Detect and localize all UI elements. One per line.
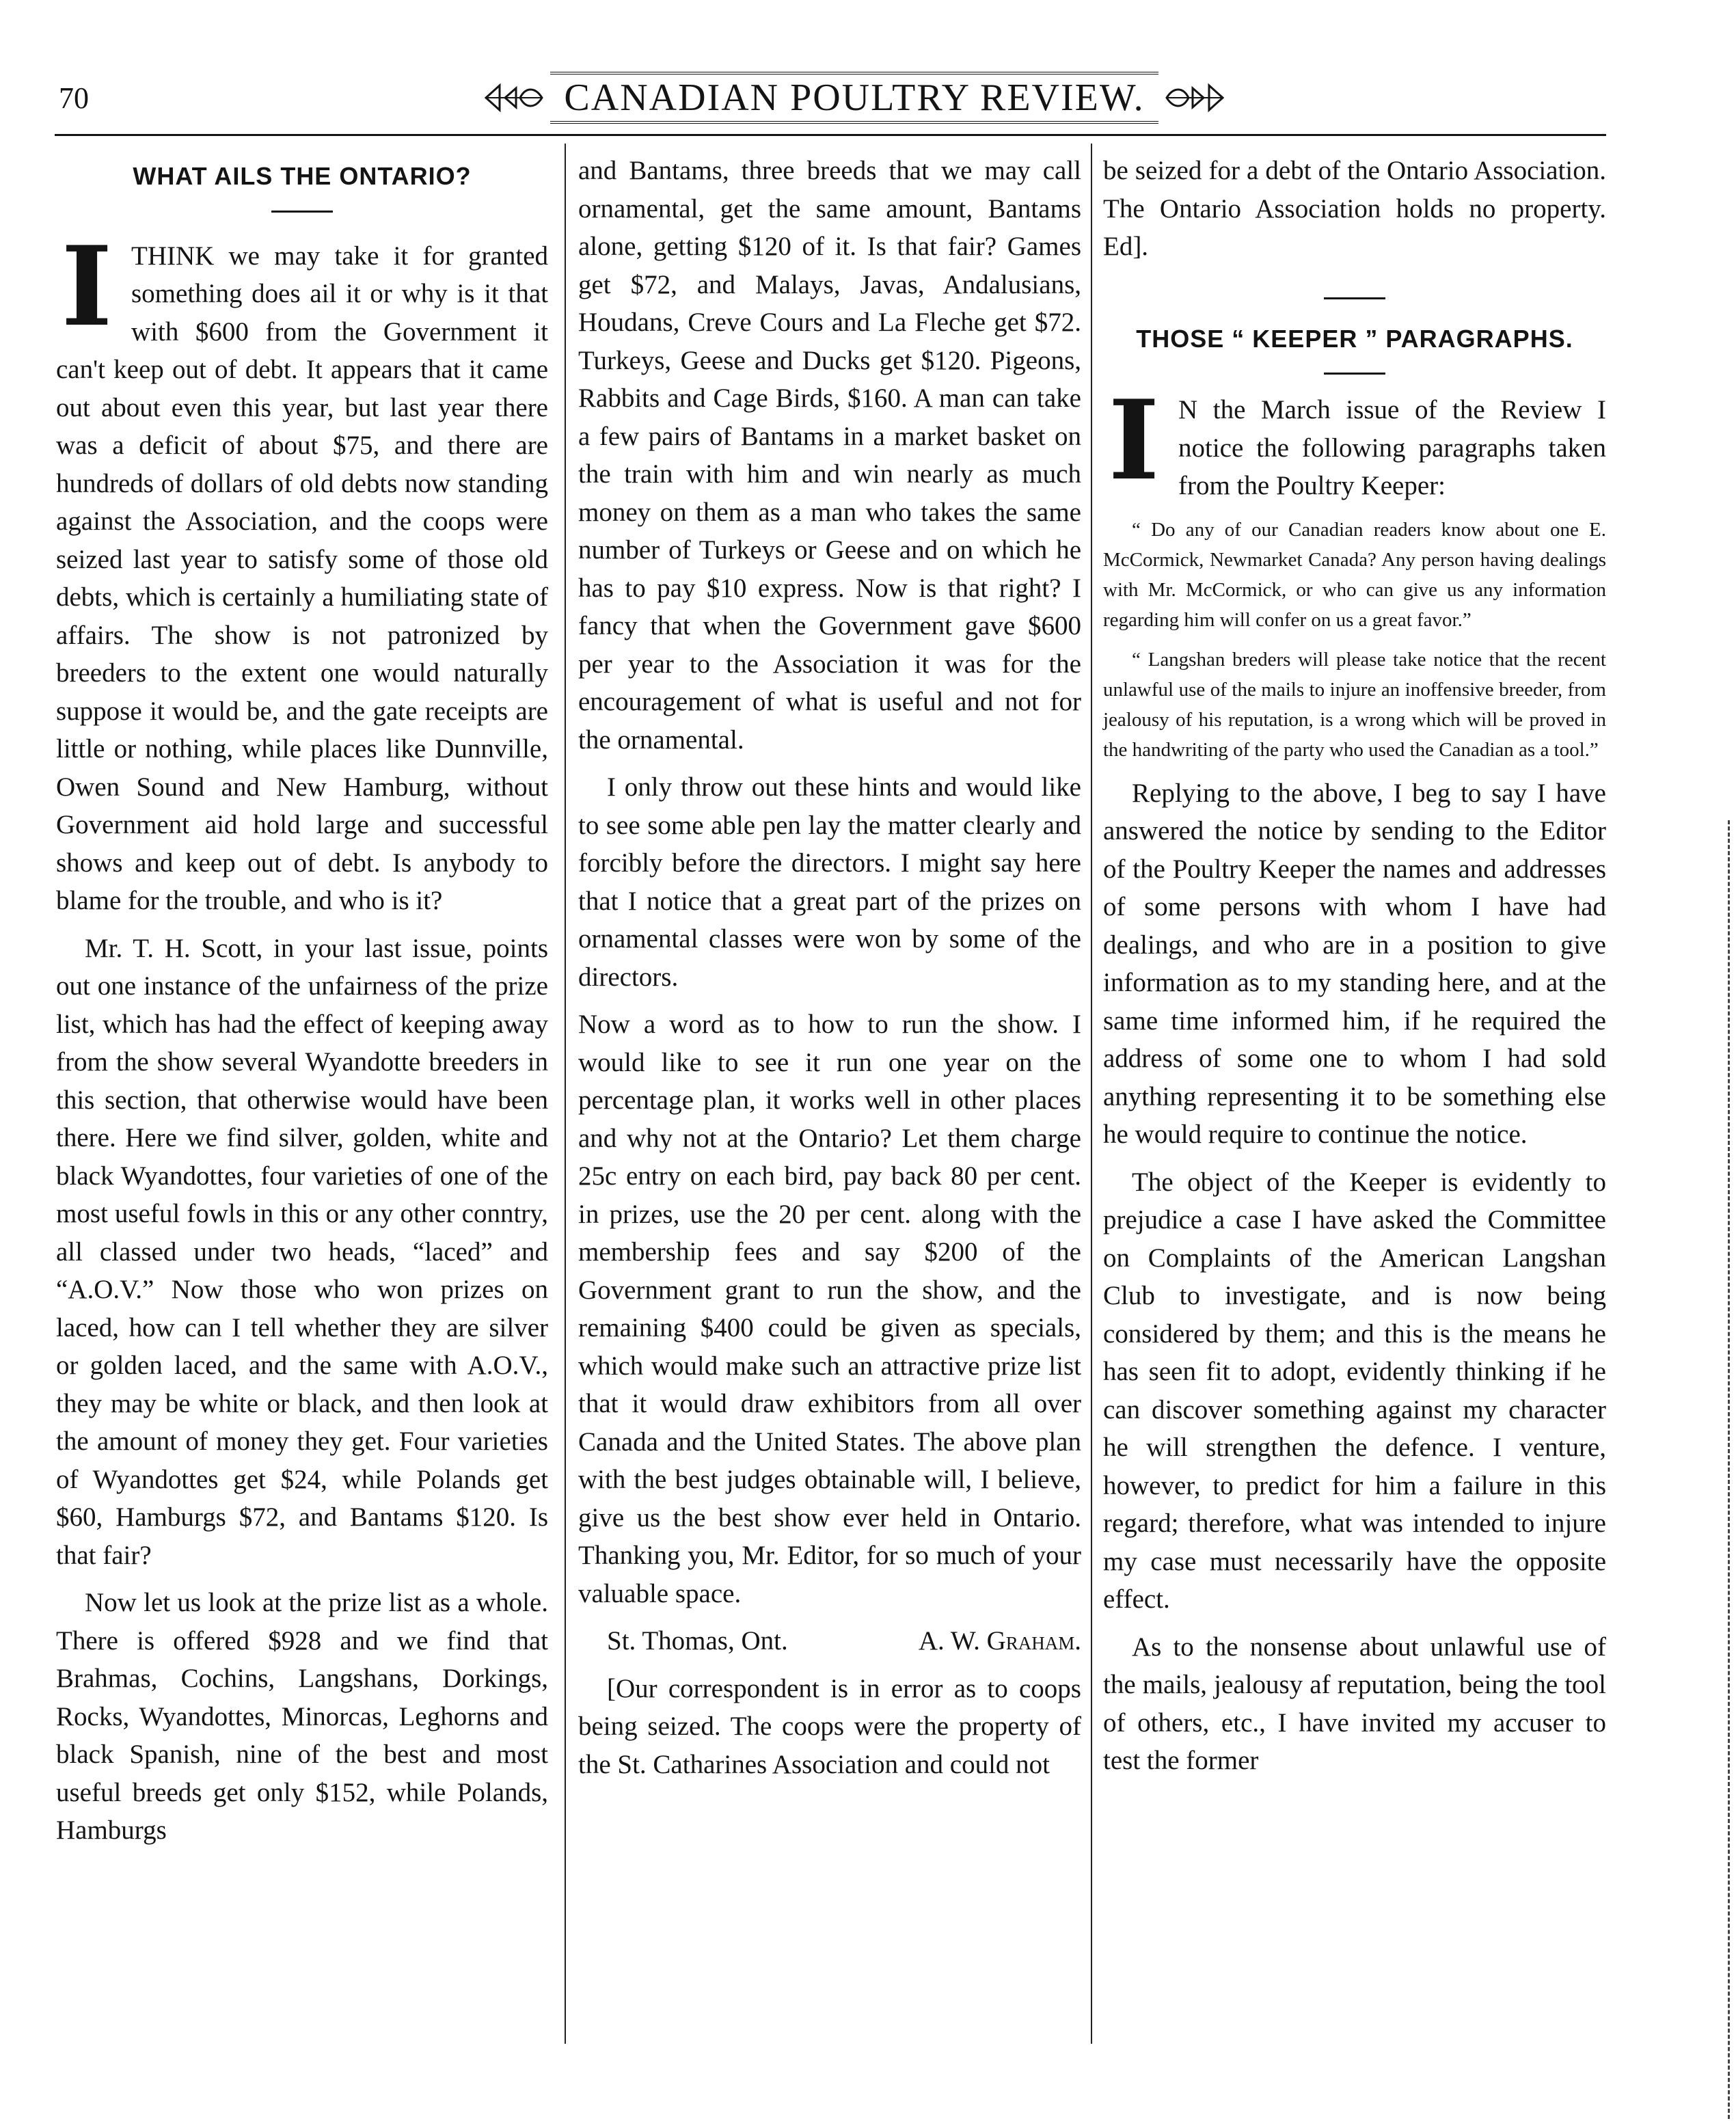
column-3 bbox=[1103, 152, 1606, 1780]
header-rule bbox=[55, 134, 1606, 136]
article-paragraph: Now let us look at the prize list as a whole. There is offered $928 and we find that Brahmas, Cochins, Langshans, Dorkings, Rocks, Wyandottes, Minorcas, Leghorns and black Spanish, nine of the best and most useful breeds get only $152, while Polands, Hamburgs bbox=[56, 1588, 548, 1845]
right-ornament-icon bbox=[1165, 79, 1224, 117]
editor-note-continuation: be seized for a debt of the Ontario Association. The Ontario Association holds no property. Ed]. bbox=[1103, 156, 1606, 261]
article-heading-ontario: WHAT AILS THE ONTARIO? bbox=[133, 162, 472, 190]
article-paragraph: Replying to the above, I beg to say I have answered the notice by sending to the Editor of the Poultry Keeper the names and addresses of some persons with whom I have had dealings, and who are in a position to give information as to my standing here, and at the same time informed him, if he required the address of some one to whom I had sold anything representing it to be something else he would require to continue the notice. bbox=[1103, 778, 1606, 1149]
drop-cap: I bbox=[1108, 376, 1160, 504]
article-paragraph: Mr. T. H. Scott, in your last issue, points out one instance of the unfairness of the prize list, which has had the effect of keeping away from the show several Wyandotte breeders in this section, that otherwise would have been there. Here we find silver, golden, white and black Wyandottes, four varieties of one of the most useful fowls in this or any other conntry, all classed under two heads, “laced” and “A.O.V.” Now those who won prizes on laced, how can I tell whether they are silver or golden laced, and the same with A.O.V., they may be white or black, and then look at the amount of money they get. Four varieties of Wyandottes get $24, while Polands get $60, Hamburgs $72, and Bantams $120. Is that fair? bbox=[56, 933, 548, 1570]
heading-rule bbox=[271, 211, 333, 213]
heading-rule bbox=[1324, 373, 1385, 375]
article-paragraph bbox=[1103, 376, 1606, 505]
article-paragraph: The object of the Keeper is evidently to prejudice a case I have asked the Committee on Complaints of the American Langshan Club to investigate, and is now being considered by them; and this is the means he has seen fit to adopt, evidently thinking if he can discover something against my character he will strengthen the defence. I venture, however, to predict for him a failure in this regard; therefore, what was intended to injure my case must necessarily have the opposite effect. bbox=[1103, 1167, 1606, 1614]
masthead-title: CANADIAN POULTRY REVIEW. bbox=[550, 72, 1158, 124]
article-heading-keeper: THOSE “ KEEPER ” PARAGRAPHS. bbox=[1136, 324, 1573, 353]
paragraph-text: THINK we may take it for granted something does ail it or why is it that with $600 from the Government it can't keep out of debt. It appears that it came out about even this year, but last year there was a deficit of about $75, and there are hundreds of dollars of old debts now standing against the Association, and the coops were seized last year to satisfy some of those old debts, which is certainly a humiliating state of affairs. The show is not patronized by breeders to the extent one would naturally suppose it would be, and the gate receipts are little or nothing, while places like Dunnville, Owen Sound and New Hamburg, without Government aid hold large and successful shows and keep out of debt. Is anybody to blame for the trouble, and who is it? bbox=[56, 241, 548, 915]
left-ornament-icon bbox=[485, 79, 543, 117]
signature-line bbox=[578, 1622, 1081, 1660]
paragraph-text: N the March issue of the Review I notice the following paragraphs taken from the Poultry Keeper: bbox=[1178, 395, 1606, 500]
article-paragraph: and Bantams, three breeds that we may call ornamental, get the same amount, Bantams alone, getting $120 of it. Is that fair? Games get $72, and Malays, Javas, Andalusians, Houdans, Creve Cours and La Fleche get $72. Turkeys, Geese and Ducks get $120. Pigeons, Rabbits and Cage Birds, $160. A man can take a few pairs of Bantams in a market basket on the train with him and win nearly as much money on them as a man who takes the same number of Turkeys or Geese and on which he has to pay $10 express. Now is that right? I fancy that when the Government gave $600 per year to the Association it was for the encouragement of what is useful and not for the ornamental. bbox=[578, 156, 1081, 755]
article-paragraph: As to the nonsense about unlawful use of the mails, jealousy af reputation, being the tool of others, etc., I have invited my accuser to test the former bbox=[1103, 1632, 1606, 1775]
signature-name: A. W. Graham. bbox=[918, 1626, 1081, 1656]
section-rule bbox=[1324, 297, 1385, 299]
editor-note: [Our correspondent is in error as to coops being seized. The coops were the property of the St. Catharines Association and could not bbox=[578, 1673, 1081, 1779]
column-divider bbox=[565, 144, 566, 2044]
masthead bbox=[560, 60, 1148, 135]
article-paragraph: Now a word as to how to run the show. I would like to see it run one year on the percentage plan, it works well in other places and why not at the Ontario? Let them charge 25c entry on each bird, pay back 80 per cent. in prizes, use the 20 per cent. along with the membership fees and say $200 of the Government grant to run the show, and the remaining $400 could be given as specials, which would make such an attractive prize list that it would draw exhibitors from all over Canada and the United States. The above plan with the best judges obtainable will, I believe, give us the best show ever held in Ontario. Thanking you, Mr. Editor, for so much of your valuable space. bbox=[578, 1010, 1081, 1608]
column-2 bbox=[578, 152, 1081, 1783]
drop-cap: I bbox=[61, 221, 113, 351]
article-paragraph: I only throw out these hints and would like to see some able pen lay the matter clearly and forcibly before the directors. I might say here that I notice that a great part of the prizes on ornamental classes were won by some of the directors. bbox=[578, 772, 1081, 992]
quoted-paragraph: “ Langshan breders will please take notice that the recent unlawful use of the mails to injure an inoffensive breeder, from jealousy of his reputation, is a wrong which will be proved in the handwriting of the party who used the Canadian as a tool.” bbox=[1103, 648, 1606, 761]
column-1 bbox=[56, 152, 548, 1850]
page-edge-marks bbox=[1728, 820, 1735, 2119]
column-divider bbox=[1091, 144, 1092, 2044]
quoted-paragraph: “ Do any of our Canadian readers know about one E. McCormick, Newmarket Canada? Any person having dealings with Mr. McCormick, or who can give us any information regarding him will confer on us a great favor.” bbox=[1103, 518, 1606, 631]
page-number: 70 bbox=[59, 81, 89, 115]
signature-place: St. Thomas, Ont. bbox=[607, 1626, 788, 1656]
article-paragraph bbox=[56, 221, 548, 920]
